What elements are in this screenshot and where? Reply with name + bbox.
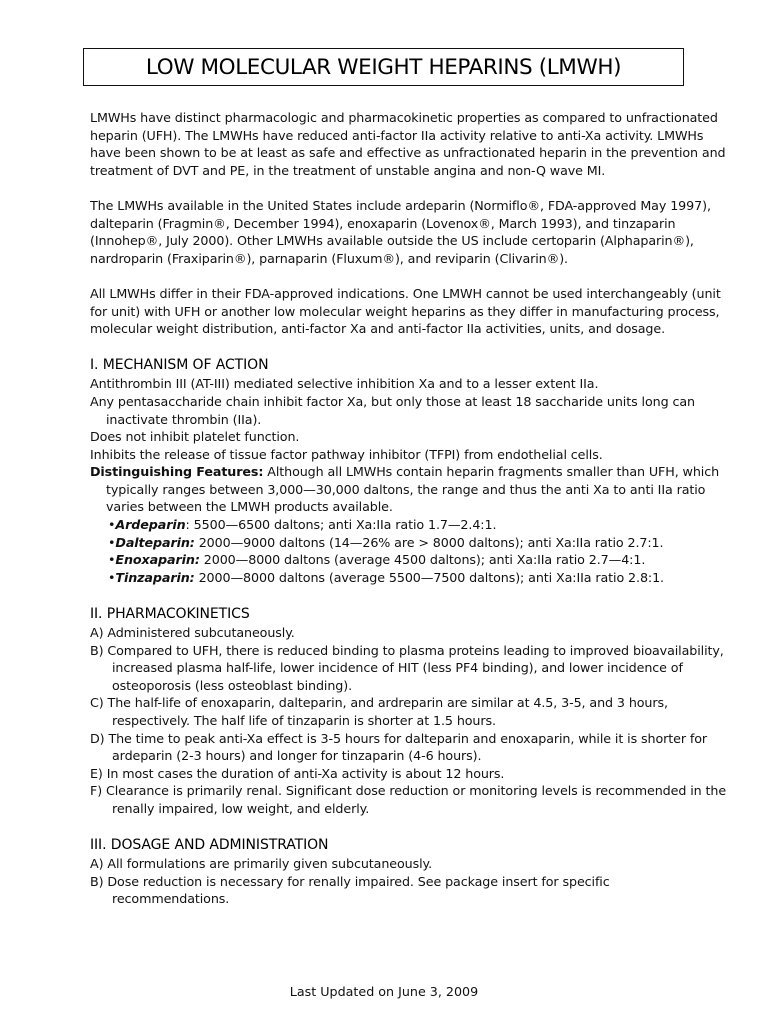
bullet-tinzaparin: •Tinzaparin: 2000—8000 daltons (average 5500—7500 daltons); anti Xa:IIa ratio 2.8:1. [108, 569, 664, 585]
bullet-ardeparin-name: Ardeparin [115, 517, 186, 533]
mechanism-line-1: Antithrombin III (AT-III) mediated selective inhibition Xa and to a lesser extent IIa. [90, 376, 599, 392]
pk-item-f: F) Clearance is primarily renal. Significant dose reduction or monitoring levels is recommended in the renally impaired, low weight, and elderly. [90, 783, 727, 816]
pk-item-a: A) Administered subcutaneously. [90, 625, 295, 641]
pk-item-b: B) Compared to UFH, there is reduced binding to plasma proteins leading to improved bioavailability, increased plasma half-life, lower incidence of HIT (less PF4 binding), and lower incidence of osteoporosis (less osteoblast binding). [90, 642, 724, 693]
pk-item-d: D) The time to peak anti-Xa effect is 3-5 hours for dalteparin and enoxaparin, while it is shorter for ardeparin (2-3 hours) and longer for tinzaparin (4-6 hours). [90, 730, 708, 764]
distinguishing-features [90, 463, 730, 516]
bullet-dalteparin-text: 2000—9000 daltons (14—26% are > 8000 daltons); anti Xa:IIa ratio 2.7:1. [194, 534, 664, 550]
intro-paragraph-2: The LMWHs available in the United States include ardeparin (Normiflo®, FDA-approved May 1997), dalteparin (Fragmin®, December 1994), enoxaparin (Lovenox®, March 1993), and tinzaparin (Innohep®, July 2000). Other LMWHs available outside the US include certoparin (Alphaparin®), nardroparin (Fraxiparin®), parnaparin (Fluxum®), and reviparin (Clivarin®). [90, 197, 711, 266]
footer-last-updated: Last Updated on June 3, 2009 [289, 984, 479, 999]
dosage-item-b: B) Dose reduction is necessary for renally impaired. See package insert for specific recommendations. [90, 873, 610, 907]
title-box [83, 48, 684, 86]
intro-paragraph-3: All LMWHs differ in their FDA-approved indications. One LMWH cannot be used interchangeably (unit for unit) with UFH or another low molecular weight heparins as they differ in manufacturing process, molecular weight distribution, anti-factor Xa and anti-factor IIa activities, units, and dosage. [90, 285, 721, 337]
mechanism-line-3: Does not inhibit platelet function. [90, 429, 300, 445]
bullet-enoxaparin-name: Enoxaparin: [115, 552, 200, 568]
document-body [90, 109, 730, 908]
section-heading-mechanism: I. MECHANISM OF ACTION [90, 357, 269, 374]
bullet-enoxaparin-text: 2000—8000 daltons (average 4500 daltons); anti Xa:IIa ratio 2.7—4:1. [199, 552, 646, 568]
mechanism-line-4: Inhibits the release of tissue factor pathway inhibitor (TFPI) from endothelial cells. [90, 446, 603, 462]
bullet-ardeparin-text: : 5500—6500 daltons; anti Xa:IIa ratio 1.7—2.4:1. [185, 517, 497, 533]
bullet-tinzaparin-text: 2000—8000 daltons (average 5500—7500 daltons); anti Xa:IIa ratio 2.8:1. [194, 569, 664, 585]
section-heading-dosage: III. DOSAGE AND ADMINISTRATION [90, 837, 329, 854]
section-heading-pharmacokinetics: II. PHARMACOKINETICS [90, 606, 250, 623]
bullet-dalteparin-name: Dalteparin: [115, 534, 195, 550]
bullet-enoxaparin: •Enoxaparin: 2000—8000 daltons (average 4500 daltons); anti Xa:IIa ratio 2.7—4:1. [108, 552, 646, 568]
page-title: LOW MOLECULAR WEIGHT HEPARINS (LMWH) [145, 54, 622, 80]
distinguishing-features-text: Although all LMWHs contain heparin fragments smaller than UFH, which typically ranges between 3,000—30,000 daltons, the range and thus the anti Xa to anti IIa ratio varies between the LMWH products available. [106, 464, 720, 515]
mechanism-line-2: Any pentasaccharide chain inhibit factor Xa, but only those at least 18 saccharide units long can inactivate thrombin (IIa). [90, 393, 695, 427]
intro-paragraph-1: LMWHs have distinct pharmacologic and pharmacokinetic properties as compared to unfractionated heparin (UFH). The LMWHs have reduced anti-factor IIa activity relative to anti-Xa activity. LMWHs have been shown to be at least as safe and effective as unfractionated heparin in the prevention and treatment of DVT and PE, in the treatment of unstable angina and non-Q wave MI. [90, 110, 726, 178]
bullet-tinzaparin-name: Tinzaparin: [115, 569, 195, 585]
bullet-ardeparin: •Ardeparin: 5500—6500 daltons; anti Xa:IIa ratio 1.7—2.4:1. [108, 517, 497, 533]
bullet-dalteparin: •Dalteparin: 2000—9000 daltons (14—26% are > 8000 daltons); anti Xa:IIa ratio 2.7:1. [108, 534, 664, 550]
pk-item-c: C) The half-life of enoxaparin, dalteparin, and ardreparin are similar at 4.5, 3-5, and 3 hours, respectively. The half life of tinzaparin is shorter at 1.5 hours. [90, 695, 668, 728]
distinguishing-features-label: Distinguishing Features: [90, 464, 264, 480]
dosage-item-a: A) All formulations are primarily given subcutaneously. [90, 856, 433, 872]
pk-item-e: E) In most cases the duration of anti-Xa activity is about 12 hours. [90, 765, 505, 781]
